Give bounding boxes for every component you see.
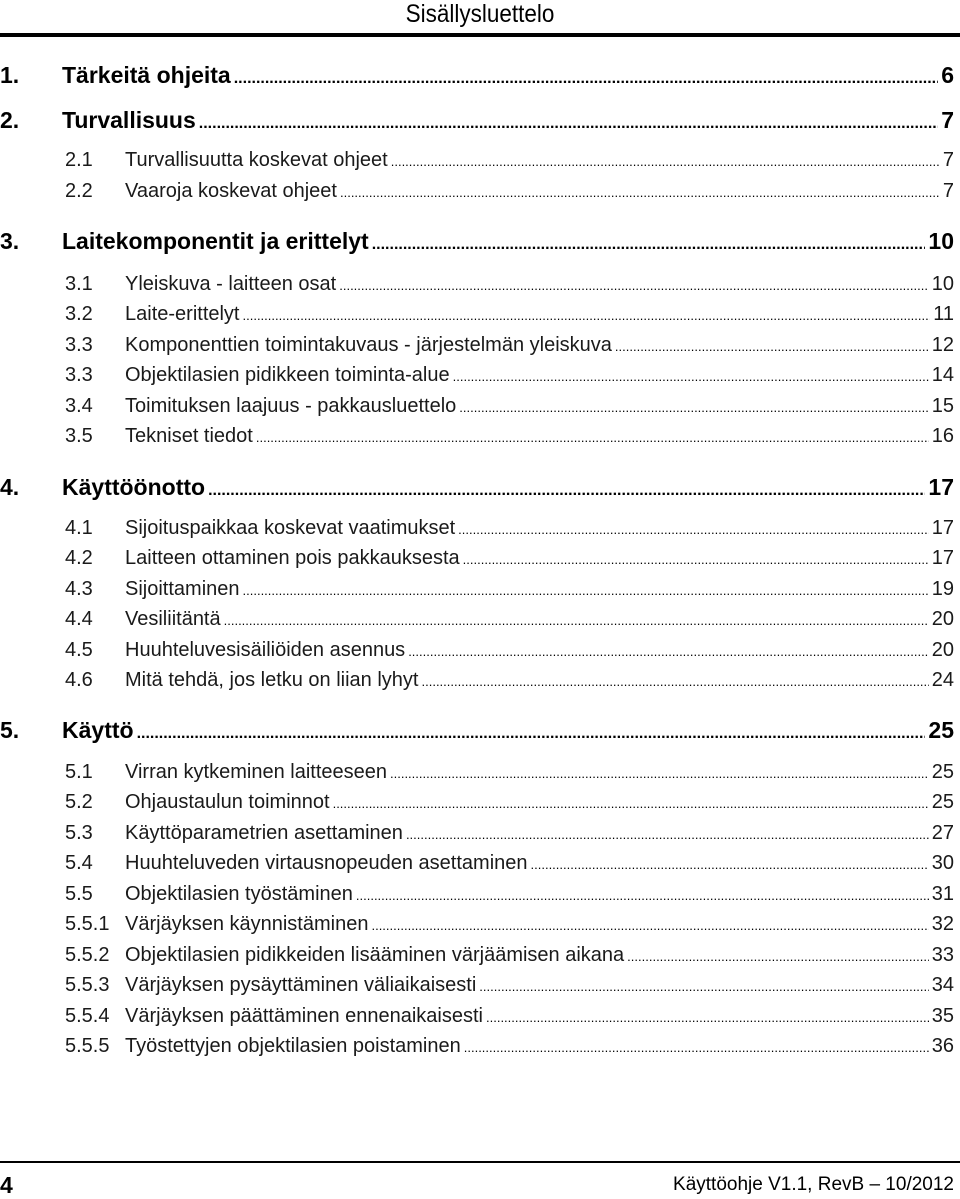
toc-entry-number: 5.5 (65, 883, 93, 905)
toc-entry-page: 33 (931, 944, 954, 966)
toc-entry-number: 5.5.3 (65, 974, 110, 996)
toc-entry-number: 4.4 (65, 608, 93, 630)
toc-entry[interactable] (0, 547, 954, 570)
toc-entry-number: 3.1 (65, 273, 93, 295)
toc-entry-number: 5. (0, 717, 20, 743)
toc-entry-number: 4. (0, 474, 20, 500)
toc-entry[interactable] (0, 303, 954, 326)
toc-leader-dots (459, 400, 928, 415)
toc-entry-number: 5.2 (65, 791, 93, 813)
toc-entry[interactable] (0, 974, 954, 997)
toc-leader-dots (371, 918, 928, 933)
toc-leader-dots (479, 979, 928, 994)
toc-entry-label: Käyttöparametrien asettaminen (125, 822, 403, 844)
toc-entry-number: 3. (0, 228, 20, 254)
toc-entry-label: Turvallisuus (62, 107, 196, 133)
toc-leader-dots (234, 70, 938, 88)
toc-entry[interactable] (0, 791, 954, 814)
toc-entry-page: 27 (931, 822, 954, 844)
toc-entry[interactable] (0, 852, 954, 875)
toc-entry[interactable] (0, 180, 954, 203)
toc-entry-page: 25 (931, 791, 954, 813)
toc-leader-dots (243, 308, 931, 323)
toc-entry-label: Huuhteluvesisäiliöiden asennus (125, 639, 406, 661)
toc-entry[interactable] (0, 62, 954, 89)
toc-entry[interactable] (0, 578, 954, 601)
toc-entry[interactable] (0, 107, 954, 134)
toc-entry[interactable] (0, 669, 954, 692)
toc-entry[interactable] (0, 913, 954, 936)
toc-entry[interactable] (0, 228, 954, 255)
toc-entry-label: Sijoituspaikkaa koskevat vaatimukset (125, 517, 456, 539)
toc-entry-page: 14 (931, 364, 954, 386)
toc-entry-label: Työstettyjen objektilasien poistaminen (125, 1035, 461, 1057)
toc-entry-number: 2.2 (65, 180, 93, 202)
toc-leader-dots (137, 725, 926, 743)
toc-entry-page: 7 (942, 149, 954, 171)
toc-entry-page: 36 (931, 1035, 954, 1057)
toc-leader-dots (406, 827, 929, 842)
toc-entry-number: 5.5.2 (65, 944, 110, 966)
toc-entry[interactable] (0, 1035, 954, 1058)
toc-entry-label: Virran kytkeminen laitteeseen (125, 761, 387, 783)
toc-entry-page: 30 (931, 852, 954, 874)
toc-leader-dots (340, 185, 940, 200)
toc-entry[interactable] (0, 364, 954, 387)
toc-entry-label: Toimituksen laajuus - pakkausluettelo (125, 395, 457, 417)
toc-entry[interactable] (0, 273, 954, 296)
toc-entry[interactable] (0, 639, 954, 662)
toc-entry-page: 19 (931, 578, 954, 600)
toc-leader-dots (372, 236, 926, 254)
toc-entry-page: 25 (928, 717, 954, 743)
toc-leader-dots (208, 482, 925, 500)
toc-entry[interactable] (0, 517, 954, 540)
toc-leader-dots (199, 115, 938, 133)
toc-leader-dots (463, 552, 929, 567)
toc-entry-page: 35 (931, 1005, 954, 1027)
toc-entry-label: Käyttö (62, 717, 134, 743)
toc-leader-dots (422, 674, 929, 689)
toc-leader-dots (391, 154, 940, 169)
toc-entry-number: 4.5 (65, 639, 93, 661)
toc-entry-label: Laite-erittelyt (125, 303, 240, 325)
title-divider (0, 33, 960, 37)
toc-entry[interactable] (0, 608, 954, 631)
toc-leader-dots (458, 522, 929, 537)
toc-leader-dots (531, 857, 929, 872)
toc-entry-page: 11 (933, 303, 954, 325)
toc-entry-label: Vaaroja koskevat ohjeet (125, 180, 337, 202)
toc-entry-number: 5.4 (65, 852, 93, 874)
toc-entry-page: 10 (928, 228, 954, 254)
toc-entry-label: Käyttöönotto (62, 474, 206, 500)
toc-entry-number: 5.5.5 (65, 1035, 110, 1057)
toc-leader-dots (224, 613, 929, 628)
toc-entry-page: 34 (931, 974, 954, 996)
toc-entry-number: 2.1 (65, 149, 93, 171)
toc-leader-dots (453, 369, 929, 384)
toc-entry-number: 2. (0, 107, 20, 133)
toc-entry-page: 6 (941, 62, 954, 88)
toc-entry-label: Värjäyksen pysäyttäminen väliaikaisesti (125, 974, 477, 996)
toc-leader-dots (356, 888, 929, 903)
toc-entry-number: 5.3 (65, 822, 93, 844)
toc-entry-label: Objektilasien pidikkeen toiminta-alue (125, 364, 450, 386)
toc-entry-page: 24 (931, 669, 954, 691)
toc-entry-page: 7 (942, 180, 954, 202)
toc-entry-number: 3.3 (65, 334, 93, 356)
toc-entry-label: Huuhteluveden virtausnopeuden asettaminen (125, 852, 528, 874)
toc-entry-label: Tekniset tiedot (125, 425, 253, 447)
toc-entry[interactable] (0, 717, 954, 744)
toc-leader-dots (615, 339, 929, 354)
toc-entry[interactable] (0, 883, 954, 906)
toc-entry-number: 4.2 (65, 547, 93, 569)
toc-leader-dots (486, 1010, 929, 1025)
toc-leader-dots (243, 583, 929, 598)
toc-entry-number: 4.1 (65, 517, 93, 539)
toc-entry-page: 12 (931, 334, 954, 356)
toc-leader-dots (256, 430, 929, 445)
toc-entry-label: Laitekomponentit ja erittelyt (62, 228, 369, 254)
page-title: Sisällysluettelo (405, 0, 555, 28)
toc-entry[interactable] (0, 1005, 954, 1028)
toc-entry-page: 20 (931, 639, 954, 661)
toc-leader-dots (408, 644, 929, 659)
toc-entry-page: 32 (931, 913, 954, 935)
toc-entry-number: 3.5 (65, 425, 93, 447)
footer-divider (0, 1161, 960, 1163)
toc-entry-number: 3.3 (65, 364, 93, 386)
toc-entry-number: 5.5.4 (65, 1005, 110, 1027)
toc-leader-dots (390, 766, 929, 781)
toc-entry[interactable] (0, 149, 954, 172)
toc-entry-label: Objektilasien työstäminen (125, 883, 353, 905)
toc-entry-page: 10 (931, 273, 954, 295)
toc-entry-label: Ohjaustaulun toiminnot (125, 791, 330, 813)
toc-entry-number: 4.3 (65, 578, 93, 600)
toc-entry-label: Värjäyksen käynnistäminen (125, 913, 369, 935)
toc-entry[interactable] (0, 761, 954, 784)
toc-entry[interactable] (0, 944, 954, 967)
footer-page-number: 4 (0, 1172, 13, 1198)
toc-entry-label: Yleiskuva - laitteen osat (125, 273, 337, 295)
toc-entry-number: 3.2 (65, 303, 93, 325)
toc-leader-dots (464, 1040, 929, 1055)
toc-entry[interactable] (0, 822, 954, 845)
toc-entry-number: 5.5.1 (65, 913, 110, 935)
toc-entry-number: 5.1 (65, 761, 93, 783)
toc-entry-number: 4.6 (65, 669, 93, 691)
toc-entry-label: Tärkeitä ohjeita (62, 62, 231, 88)
toc-entry-page: 20 (931, 608, 954, 630)
toc-entry-page: 25 (931, 761, 954, 783)
toc-entry-page: 15 (931, 395, 954, 417)
toc-entry-number: 1. (0, 62, 20, 88)
toc-leader-dots (627, 949, 929, 964)
toc-entry-page: 16 (931, 425, 954, 447)
toc-entry-label: Vesiliitäntä (125, 608, 221, 630)
toc-entry[interactable] (0, 425, 954, 448)
toc-entry-label: Sijoittaminen (125, 578, 240, 600)
toc-entry-label: Objektilasien pidikkeiden lisääminen värjäämisen aikana (125, 944, 625, 966)
toc-entry-page: 7 (941, 107, 954, 133)
toc-entry-label: Mitä tehdä, jos letku on liian lyhyt (125, 669, 419, 691)
toc-entry-number: 3.4 (65, 395, 93, 417)
toc-entry[interactable] (0, 474, 954, 501)
toc-entry-label: Turvallisuutta koskevat ohjeet (125, 149, 388, 171)
toc-entry-label: Komponenttien toimintakuvaus - järjestelmän yleiskuva (125, 334, 612, 356)
toc-entry-label: Värjäyksen päättäminen ennenaikaisesti (125, 1005, 483, 1027)
footer-document-info: Käyttöohje V1.1, RevB – 10/2012 (673, 1174, 954, 1195)
toc-leader-dots (333, 796, 929, 811)
toc-entry-label: Laitteen ottaminen pois pakkauksesta (125, 547, 460, 569)
toc-entry[interactable] (0, 334, 954, 357)
toc-entry-page: 17 (931, 547, 954, 569)
toc-entry-page: 31 (931, 883, 954, 905)
toc-leader-dots (339, 278, 929, 293)
toc-entry-page: 17 (931, 517, 954, 539)
toc-entry[interactable] (0, 395, 954, 418)
toc-entry-page: 17 (928, 474, 954, 500)
